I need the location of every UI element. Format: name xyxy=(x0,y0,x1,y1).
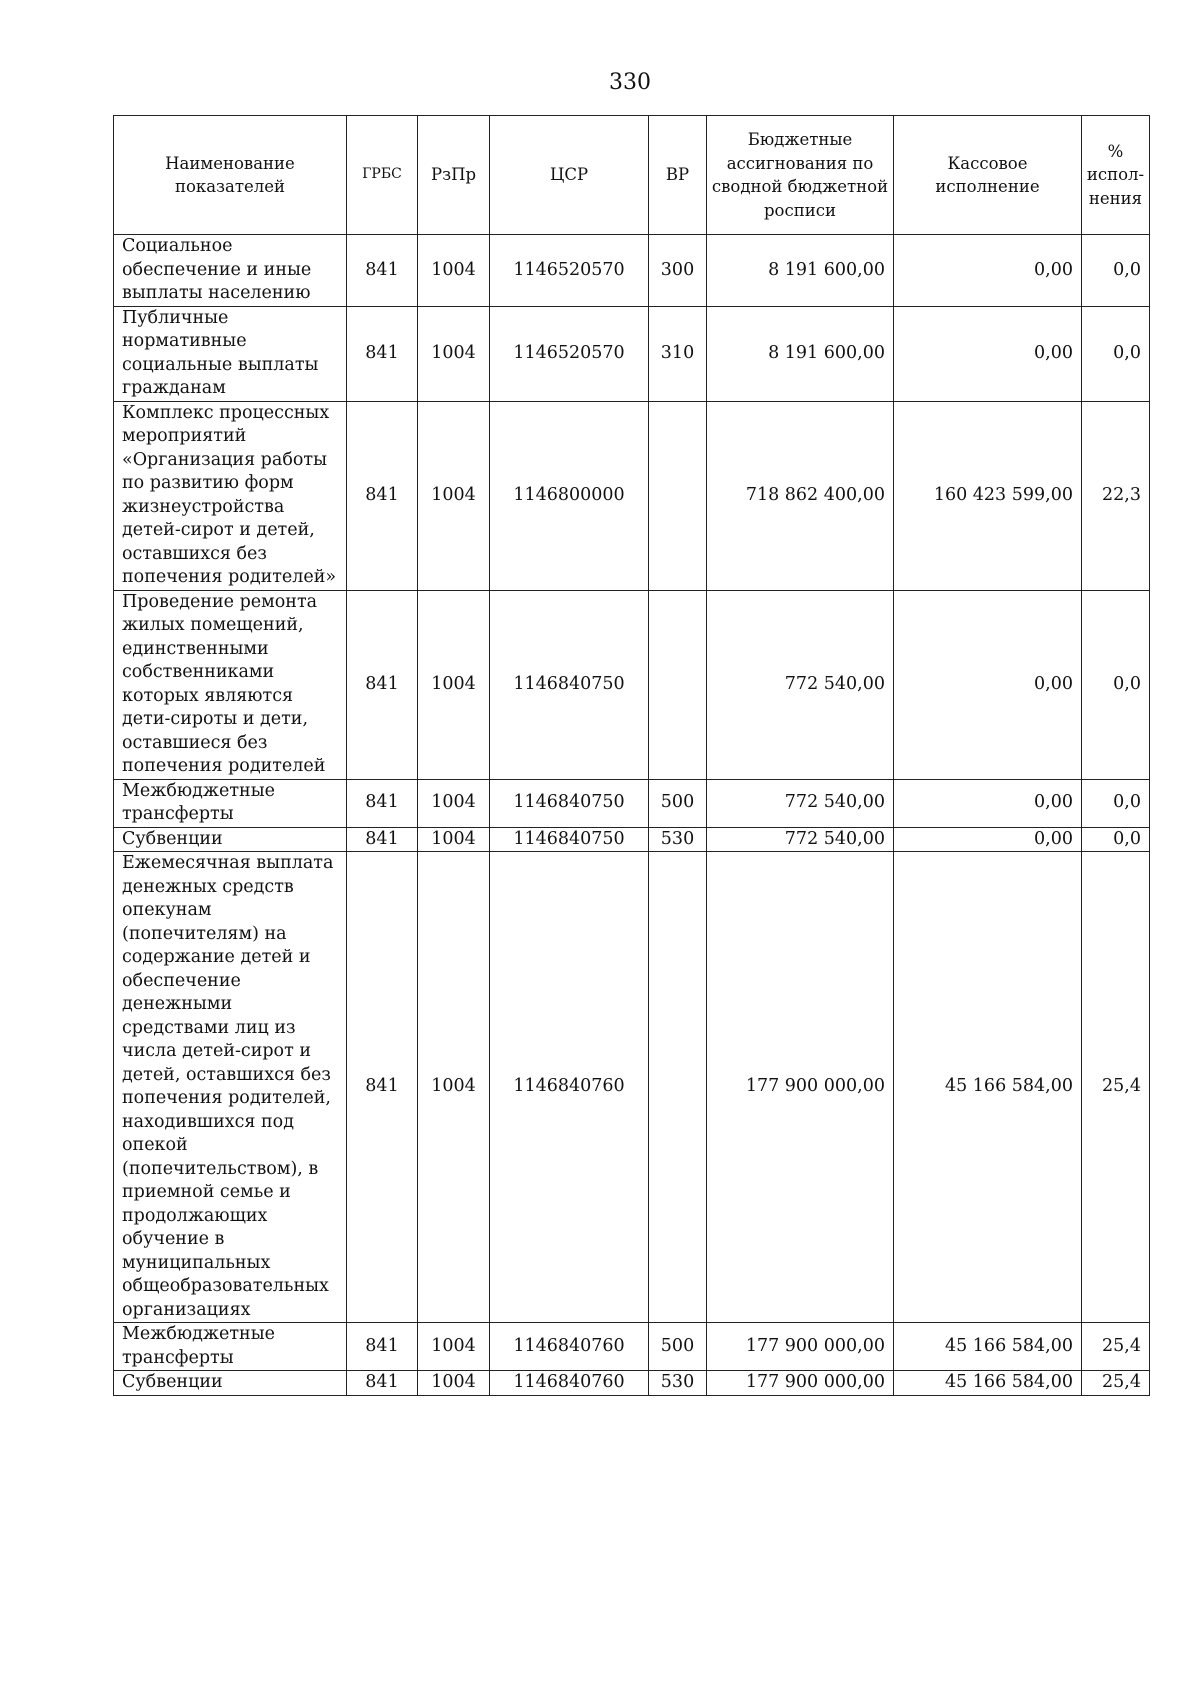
row-vr xyxy=(649,401,707,590)
row-csr: 1146520570 xyxy=(490,235,649,307)
row-assignments: 8 191 600,00 xyxy=(707,235,894,307)
row-rzpr: 1004 xyxy=(418,1371,490,1396)
row-csr: 1146840760 xyxy=(490,852,649,1323)
row-assignments: 177 900 000,00 xyxy=(707,1323,894,1371)
row-assignments: 177 900 000,00 xyxy=(707,852,894,1323)
table-row xyxy=(114,235,1150,307)
row-csr: 1146840750 xyxy=(490,590,649,779)
row-name: Социальное обеспечение и иные выплаты населению xyxy=(114,235,347,307)
row-percent: 0,0 xyxy=(1082,779,1150,827)
row-grbs: 841 xyxy=(347,1323,418,1371)
row-execution: 45 166 584,00 xyxy=(894,852,1082,1323)
row-vr: 310 xyxy=(649,306,707,401)
row-execution: 0,00 xyxy=(894,306,1082,401)
row-rzpr: 1004 xyxy=(418,590,490,779)
row-grbs: 841 xyxy=(347,852,418,1323)
row-assignments: 718 862 400,00 xyxy=(707,401,894,590)
row-percent: 25,4 xyxy=(1082,1371,1150,1396)
row-execution: 0,00 xyxy=(894,827,1082,852)
table-row xyxy=(114,1371,1150,1396)
table-row xyxy=(114,779,1150,827)
header-csr: ЦСР xyxy=(490,116,649,235)
row-name: Субвенции xyxy=(114,827,347,852)
row-name: Межбюджетные трансферты xyxy=(114,779,347,827)
row-execution: 45 166 584,00 xyxy=(894,1371,1082,1396)
header-assignments: Бюджетные ассигнования по сводной бюджетной росписи xyxy=(707,116,894,235)
row-vr: 530 xyxy=(649,1371,707,1396)
header-percent: % испол-нения xyxy=(1082,116,1150,235)
row-vr: 500 xyxy=(649,1323,707,1371)
row-name: Комплекс процессных мероприятий «Организация работы по развитию форм жизнеустройства детей-сирот и детей, оставшихся без попечения родителей» xyxy=(114,401,347,590)
row-csr: 1146520570 xyxy=(490,306,649,401)
row-percent: 0,0 xyxy=(1082,590,1150,779)
header-rzpr: РзПр xyxy=(418,116,490,235)
row-rzpr: 1004 xyxy=(418,401,490,590)
row-csr: 1146840760 xyxy=(490,1323,649,1371)
row-csr: 1146840750 xyxy=(490,779,649,827)
table-row xyxy=(114,590,1150,779)
header-grbs: ГРБС xyxy=(347,116,418,235)
row-csr: 1146800000 xyxy=(490,401,649,590)
row-grbs: 841 xyxy=(347,1371,418,1396)
row-assignments: 772 540,00 xyxy=(707,590,894,779)
row-grbs: 841 xyxy=(347,401,418,590)
row-rzpr: 1004 xyxy=(418,852,490,1323)
page-number: 330 xyxy=(609,70,651,95)
row-vr: 300 xyxy=(649,235,707,307)
row-assignments: 772 540,00 xyxy=(707,827,894,852)
row-vr: 500 xyxy=(649,779,707,827)
row-name: Проведение ремонта жилых помещений, единственными собственниками которых являются дети-сироты и дети, оставшиеся без попечения родителей xyxy=(114,590,347,779)
row-execution: 0,00 xyxy=(894,235,1082,307)
header-execution: Кассовое исполнение xyxy=(894,116,1082,235)
header-name: Наименование показателей xyxy=(114,116,347,235)
row-vr xyxy=(649,852,707,1323)
row-csr: 1146840750 xyxy=(490,827,649,852)
table-header xyxy=(114,116,1150,235)
table-row xyxy=(114,852,1150,1323)
row-csr: 1146840760 xyxy=(490,1371,649,1396)
row-percent: 25,4 xyxy=(1082,1323,1150,1371)
table-row xyxy=(114,827,1150,852)
table-row xyxy=(114,306,1150,401)
row-assignments: 8 191 600,00 xyxy=(707,306,894,401)
row-grbs: 841 xyxy=(347,235,418,307)
row-name: Межбюджетные трансферты xyxy=(114,1323,347,1371)
row-name: Субвенции xyxy=(114,1371,347,1396)
row-assignments: 772 540,00 xyxy=(707,779,894,827)
row-rzpr: 1004 xyxy=(418,827,490,852)
row-assignments: 177 900 000,00 xyxy=(707,1371,894,1396)
row-execution: 0,00 xyxy=(894,779,1082,827)
row-grbs: 841 xyxy=(347,590,418,779)
row-percent: 0,0 xyxy=(1082,235,1150,307)
row-rzpr: 1004 xyxy=(418,235,490,307)
row-rzpr: 1004 xyxy=(418,1323,490,1371)
row-grbs: 841 xyxy=(347,779,418,827)
row-grbs: 841 xyxy=(347,827,418,852)
row-execution: 45 166 584,00 xyxy=(894,1323,1082,1371)
row-percent: 22,3 xyxy=(1082,401,1150,590)
row-percent: 25,4 xyxy=(1082,852,1150,1323)
row-name: Ежемесячная выплата денежных средств опекунам (попечителям) на содержание детей и обеспечение денежными средствами лиц из числа детей-сирот и детей, оставшихся без попечения родителей, находившихся под опекой (попечительством), в приемной семье и продолжающих обучение в муниципальных общеобразовательных организациях xyxy=(114,852,347,1323)
row-vr xyxy=(649,590,707,779)
table-row xyxy=(114,401,1150,590)
table-body xyxy=(114,235,1150,1396)
row-execution: 160 423 599,00 xyxy=(894,401,1082,590)
row-rzpr: 1004 xyxy=(418,779,490,827)
row-grbs: 841 xyxy=(347,306,418,401)
header-row xyxy=(114,116,1150,235)
table-row xyxy=(114,1323,1150,1371)
budget-execution-table xyxy=(113,115,1150,1396)
header-vr: ВР xyxy=(649,116,707,235)
row-vr: 530 xyxy=(649,827,707,852)
row-rzpr: 1004 xyxy=(418,306,490,401)
row-name: Публичные нормативные социальные выплаты гражданам xyxy=(114,306,347,401)
row-percent: 0,0 xyxy=(1082,306,1150,401)
row-percent: 0,0 xyxy=(1082,827,1150,852)
row-execution: 0,00 xyxy=(894,590,1082,779)
